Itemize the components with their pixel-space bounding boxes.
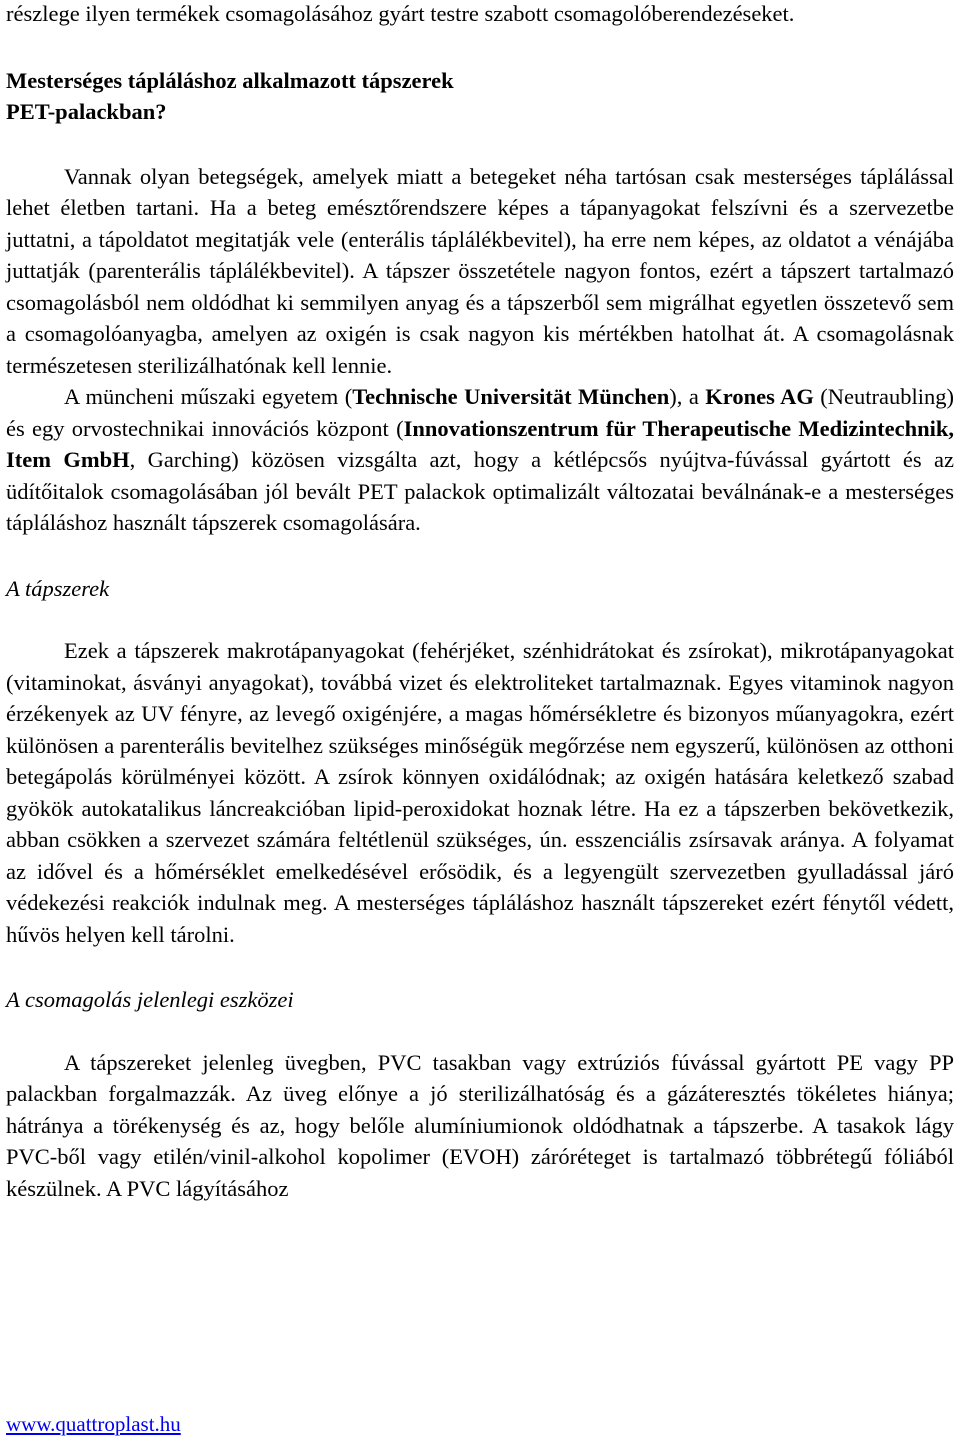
bold-company-name: Krones AG	[705, 384, 814, 409]
text-run: A müncheni műszaki egyetem (	[64, 384, 353, 409]
section-title-line2: PET-palackban?	[6, 99, 167, 124]
paragraph-nutrients: Ezek a tápszerek makrotápanyagokat (fehérjéket, szénhidrátokat és zsírokat), mikrotápanyagokat (vitaminokat, ásványi anyagokat), továbbá vizet és elektroliteket tartalmaznak. Egyes vitaminok nagyon érzékenyek az UV fényre, az levegő oxigénjére, a magas hőmérsékletre és bizonyos műanyagokra, ezért különösen a parenterális bevitelhez szükséges minőségük megőrzése nem egyszerű, különösen az otthoni betegápolás körülményei között. A zsírok könnyen oxidálódnak; az oxigén hatására keletkező szabad gyökök autokatalikus láncreakcióban lipid-peroxidokat hoznak létre. Ha ez a tápszerben bekövetkezik, abban csökken a szervezet számára feltétlenül szükséges, ún. esszenciális zsírsavak aránya. A folyamat az idővel és a hőmérséklet emelkedésével erősödik, és a legyengült szervezetben gyulladással járó védekezési reakciók indulnak meg. A mesterséges tápláláshoz használt tápszereket ezért fénytől védett, hűvös helyen kell tárolni.	[6, 638, 954, 947]
section-title-nutrients: A tápszerek	[6, 575, 110, 601]
text-run: ), a	[669, 384, 706, 409]
document-page	[6, 0, 954, 1204]
section-title-line1: Mesterséges tápláláshoz alkalmazott tápszerek	[6, 67, 454, 93]
section-title-artificial-nutrition	[6, 65, 954, 128]
section-title-packaging-tools: A csomagolás jelenlegi eszközei	[6, 987, 294, 1012]
bold-innovation-center-name: Innovationszentrum für Therapeutische Medizintechnik, Item GmbH	[6, 415, 954, 472]
paragraph-packaging-tools: A tápszereket jelenleg üvegben, PVC tasakban vagy extrúziós fúvással gyártott PE vagy PP palackban forgalmazzák. Az üveg előnye a jó sterilizálhatóság és a gázáteresztés tökéletes hiánya; hátránya a törékenység és az, hogy belőle alumíniumionok oldódhatnak a tápszerbe. A tasakok lágy PVC-ből vagy etilén/vinil-alkohol kopolimer (EVOH) záróréteget is tartalmazó többrétegű fóliából készülnek. A PVC lágyításához	[6, 1049, 954, 1201]
bold-university-name: Technische Universität München	[352, 384, 670, 409]
paragraph-illness-nutrition: Vannak olyan betegségek, amelyek miatt a betegeket néha tartósan csak mesterséges táplálással lehet életben tartani. Ha a beteg emésztőrendszere képes a tápanyagokat felszívni és a szervezetbe juttatni, a tápoldatot megitatják vele (enterális táplálékbevitel), ha erre nem képes, az oldatot a vénájába juttatják (parenterális táplálékbevitel). A tápszer összetétele nagyon fontos, ezért a tápszert tartalmazó csomagolásból nem oldódhat ki semmilyen anyag és a tápszerből sem migrálhat egyetlen összetevő sem a csomagolóanyagba, amelyen az oxigén is csak nagyon kis mértékben hatolhat át. A csomagolásnak természetesen sterilizálhatónak kell lennie.	[6, 163, 954, 378]
footer-website-link[interactable]: www.quattroplast.hu	[6, 1412, 181, 1436]
paragraph-research-partners	[6, 381, 954, 539]
text-run: , Garching) közösen vizsgálta azt, hogy a kétlépcsős nyújtva-fúvással gyártott és az üdítőitalok csomagolásában jól bevált PET palackok optimalizált változatai beválnának-e a mesterséges tápláláshoz használt tápszerek csomagolására.	[6, 447, 954, 535]
intro-paragraph-tail: részlege ilyen termékek csomagolásához gyárt testre szabott csomagolóberendezéseket.	[6, 1, 795, 26]
text-run: (Neutraubling) és egy orvostechnikai innovációs központ (	[6, 384, 954, 441]
